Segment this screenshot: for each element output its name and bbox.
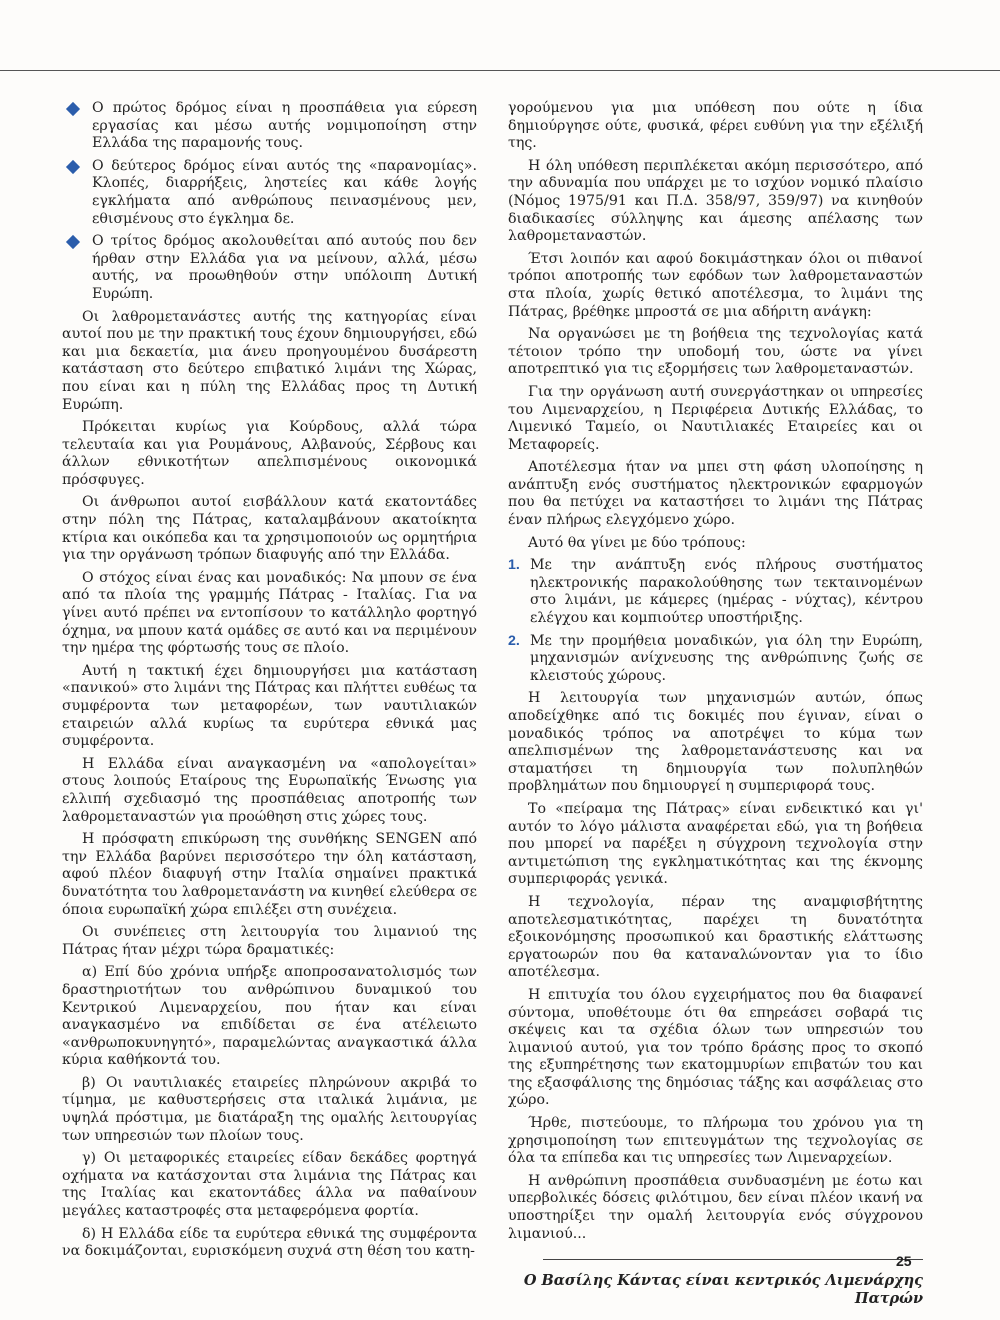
paragraph: Το «πείραμα της Πάτρας» είναι ενδεικτικό και γι' αυτόν το λόγο μάλιστα αναφέρεται εδώ, για τη βοήθεια που μπορεί να παρέξει η σύγχρονη τεχνολογία στην αντιμετώπιση της εγκληματικότητας και της έκνομης συμπεριφοράς γενικά. (508, 800, 923, 888)
paragraph: Οι λαθρομετανάστες αυτής της κατηγορίας είναι αυτοί που με την πρακτική τους έχουν δημιουργήσει, εδώ και μια δεκαετία, μια άνευ προηγουμένου δυσάρεστη κατάσταση στο δεύτερο επιβατικό λιμάνι της Χώρας, που είναι και η πύλη της Ελλάδας προς τη Δυτική Ευρώπη. (62, 308, 477, 413)
paragraph: γορούμενου για μια υπόθεση που ούτε η ίδια δημιούργησε ούτε, φυσικά, φέρει ευθύνη για την εξέλιξή της. (508, 100, 923, 152)
numbered-text: Με την προμήθεια μοναδικών, για όλη την Ευρώπη, μηχανισμών ανίχνευσης της ανθρώπινης ζωής σε κλειστούς χώρους. (530, 632, 923, 684)
paragraph: Η τεχνολογία, πέραν της αναμφισβήτητης αποτελεσματικότητας, παρέχει τη δυνατότητα εξοικονόμησης προσωπικού και δραστικής ελάττωσης εργατοωρών που θα καταναλώνονταν για το ίδιο αποτέλεσμα. (508, 893, 923, 981)
paragraph: Οι άνθρωποι αυτοί εισβάλλουν κατά εκατοντάδες στην πόλη της Πάτρας, καταλαμβάνουν ακατοίκητα κτίρια και οικόπεδα και τα χρησιμοποιούν ως ορμητήρια για την οργάνωση τρόπων διαφυγής από την Ελλάδα. (62, 494, 477, 564)
item-number: 2. (508, 632, 520, 649)
numbered-text: Με την ανάπτυξη ενός πλήρους συστήματος ηλεκτρονικής παρακολούθησης των τεκταινομένων στο λιμάνι, με κάμερες (ημέρας - νύχτας), κέντρου ελέγχου και κομπιούτερ υποστήριξης. (530, 557, 923, 627)
author-credit: Ο Βασίλης Κάντας είναι κεντρικός Λιμενάρχης Πατρών (523, 1272, 923, 1307)
numbered-item (508, 557, 923, 627)
diamond-bullet-icon (66, 235, 80, 249)
paragraph: Αποτέλεσμα ήταν να μπει στη φάση υλοποίησης η ανάπτυξη ενός συστήματος ηλεκτρονικών εφαρμογών που θα πετύχει να καταστήσει το λιμάνι της Πάτρας έναν πλήρως ελεγχόμενο χώρο. (508, 459, 923, 529)
paragraph: Αυτή η τακτική έχει δημιουργήσει μια κατάσταση «πανικού» στο λιμάνι της Πάτρας και πλήττει ευθέως τα συμφέροντα των μεταφορέων, των ναυτιλιακών εταιρειών αλλά κυρίως τα ευρύτερα εθνικά μας συμφέροντα. (62, 662, 477, 750)
bullet-text: Ο πρώτος δρόμος είναι η προσπάθεια για εύρεση εργασίας και μέσω αυτής νομιμοποίηση στην Ελλάδα της παραμονής τους. (92, 100, 477, 152)
paragraph: γ) Οι μεταφορικές εταιρείες είδαν δεκάδες φορτηγά οχήματα να κατάσχονται στα λιμάνια της Πάτρας και της Ιταλίας και εκατοντάδες άλλα να παθαίνουν μεγάλες καταστροφές στα μεταφερόμενα φορτία. (62, 1150, 477, 1220)
top-rule (0, 70, 1000, 71)
paragraph: α) Επί δύο χρόνια υπήρξε αποπροσανατολισμός των δραστηριοτήτων του ανθρώπινου δυναμικού του Κεντρικού Λιμεναρχείου, που ήταν και είναι αναγκασμένο να επιδίδεται σε ένα ατέλειωτο «ανθρωποκυνηγητό», παραμελώντας αναγκαστικά άλλα κύρια καθήκοντά του. (62, 964, 477, 1069)
paragraph: Η επιτυχία του όλου εγχειρήματος που θα διαφανεί σύντομα, υποθέτουμε ότι θα επηρεάσει σοβαρά τις σκέψεις και τα σχέδια όλων των υπηρεσιών του λιμανιού αυτού, για τον τρόπο δράσης προς το σκοπό της εξυπηρέτησης των εκατομμυρίων επιβατών του και της εξασφάλισης της δημόσιας τάξης και ασφάλειας στο χώρο. (508, 986, 923, 1109)
bullet-item (62, 100, 477, 153)
paragraph: Ήρθε, πιστεύουμε, το πλήρωμα του χρόνου για τη χρησιμοποίηση των επιτευγμάτων της τεχνολογίας σε όλα τα επίπεδα και τις υπηρεσίες των Λιμεναρχείων. (508, 1115, 923, 1167)
paragraph: Για την οργάνωση αυτή συνεργάστηκαν οι υπηρεσίες του Λιμεναρχείου, η Περιφέρεια Δυτικής Ελλάδας, το Λιμενικό Ταμείο, οι Ναυτιλιακές Εταιρείες και οι Μεταφορείς. (508, 383, 923, 453)
paragraph: Η όλη υπόθεση περιπλέκεται ακόμη περισσότερο, από την αδυναμία που υπάρχει με το ισχύον νομικό πλαίσιο (Νόμος 1975/91 και Π.Δ. 358/97, 359/97) να κινηθούν διαδικασίες σύλληψης και άμεσης απέλασης των λαθρομεταναστών. (508, 157, 923, 245)
paragraph: Αυτό θα γίνει με δύο τρόπους: (528, 534, 746, 551)
paragraph: β) Οι ναυτιλιακές εταιρείες πληρώνουν ακριβά το τίμημα, με καθυστερήσεις στα ιταλικά λιμάνια, με υψηλά πρόστιμα, με διατάραξη της ομαλής λειτουργίας των υπηρεσιών των πλοίων τους. (62, 1074, 477, 1144)
bullet-text: Ο τρίτος δρόμος ακολουθείται από αυτούς που δεν ήρθαν στην Ελλάδα για να μείνουν, αλλά, μέσω αυτής, να προωθηθούν στην υπόλοιπη Δυτική Ευρώπη. (92, 233, 477, 302)
bullet-text: Ο δεύτερος δρόμος είναι αυτός της «παρανομίας». Κλοπές, διαρρήξεις, ληστείες και κάθε λογής εγκλήματα από ανθρώπους πεινασμένους μεν, εθισμένους στο έγκλημα δε. (92, 157, 477, 227)
numbered-item (508, 633, 923, 686)
right-column (508, 100, 923, 1307)
author-divider (543, 1259, 923, 1260)
paragraph: Η λειτουργία των μηχανισμών αυτών, όπως αποδείχθηκε από τις δοκιμές που έγιναν, είναι ο μοναδικός τρόπος να αποτρέψει το κύμα των απελπισμένων της λαθρομετανάστευσης και να σταματήσει τη δημιουργία των πολυπληθών προβλημάτων που δημιουργεί η συμπεριφορά τους. (508, 690, 923, 795)
bullet-item (62, 158, 477, 228)
paragraph: Οι συνέπειες στη λειτουργία του λιμανιού της Πάτρας ήταν μέχρι τώρα δραματικές: (62, 924, 477, 958)
diamond-bullet-icon (66, 160, 80, 174)
paragraph: Ο στόχος είναι ένας και μοναδικός: Να μπουν σε ένα από τα πλοία της γραμμής Πάτρας - Ιταλίας. Για να γίνει αυτό πρέπει να εντοπίσουν το κατάλληλο φορτηγό όχημα, να μπουν κατά ομάδες σε αυτό και να περιμένουν την ημέρα της φόρτωσής τους σε πλοίο. (62, 569, 477, 657)
diamond-bullet-icon (66, 102, 80, 116)
paragraph: δ) Η Ελλάδα είδε τα ευρύτερα εθνικά της συμφέροντα να δοκιμάζονται, ευρισκόμενη συχνά στη θέση του κατη- (62, 1225, 477, 1260)
paragraph: Η ανθρώπινη προσπάθεια συνδυασμένη με έοτω και υπερβολικές δόσεις φιλότιμου, δεν είναι πλέον ικανή να υποστηρίξει την ομαλή λειτουργία ενός σύγχρονου λιμανιού... (508, 1172, 923, 1242)
page-number: 25 (896, 1253, 912, 1269)
paragraph: Η Ελλάδα είναι αναγκασμένη να «απολογείται» στους λοιπούς Εταίρους της Ευρωπαϊκής Ένωσης για ελλιπή σχεδιασμό της προσπάθειας αποτροπής των λαθρομεταναστών για προώθηση στις χώρες τους. (62, 755, 477, 825)
paragraph: Πρόκειται κυρίως για Κούρδους, αλλά τώρα τελευταία και για Ρουμάνους, Αλβανούς, Σέρβους και άλλων εθνικοτήτων απελπισμένους οικονομικά πρόσφυγες. (62, 419, 477, 488)
paragraph: Έτσι λοιπόν και αφού δοκιμάστηκαν όλοι οι πιθανοί τρόποι αποτροπής των εφόδων των λαθρομεταναστών στα πλοία, χωρίς θετικό αποτέλεσμα, το λιμάνι της Πάτρας, βρέθηκε μπροστά σε μια αδήριτη ανάγκη: (508, 250, 923, 320)
paragraph: Να οργανώσει με τη βοήθεια της τεχνολογίας κατά τέτοιον τρόπο την υποδομή του, ώστε να γίνει αποτρεπτικό για τις εξορμήσεις των λαθρομεταναστών. (508, 326, 923, 378)
paragraph: Η πρόσφατη επικύρωση της συνθήκης SENGEN από την Ελλάδα βαρύνει περισσότερο την όλη κατάσταση, αφού πλέον διαφυγή στην Ιταλία σημαίνει πρακτικά δυνατότητα του λαθρομετανάστη να κινηθεί ελεύθερα σε όποια ευρωπαϊκή χώρα επιλέξει στη συνέχεια. (62, 831, 477, 918)
left-column (62, 100, 477, 1266)
bullet-item (62, 233, 477, 303)
item-number: 1. (508, 557, 520, 574)
